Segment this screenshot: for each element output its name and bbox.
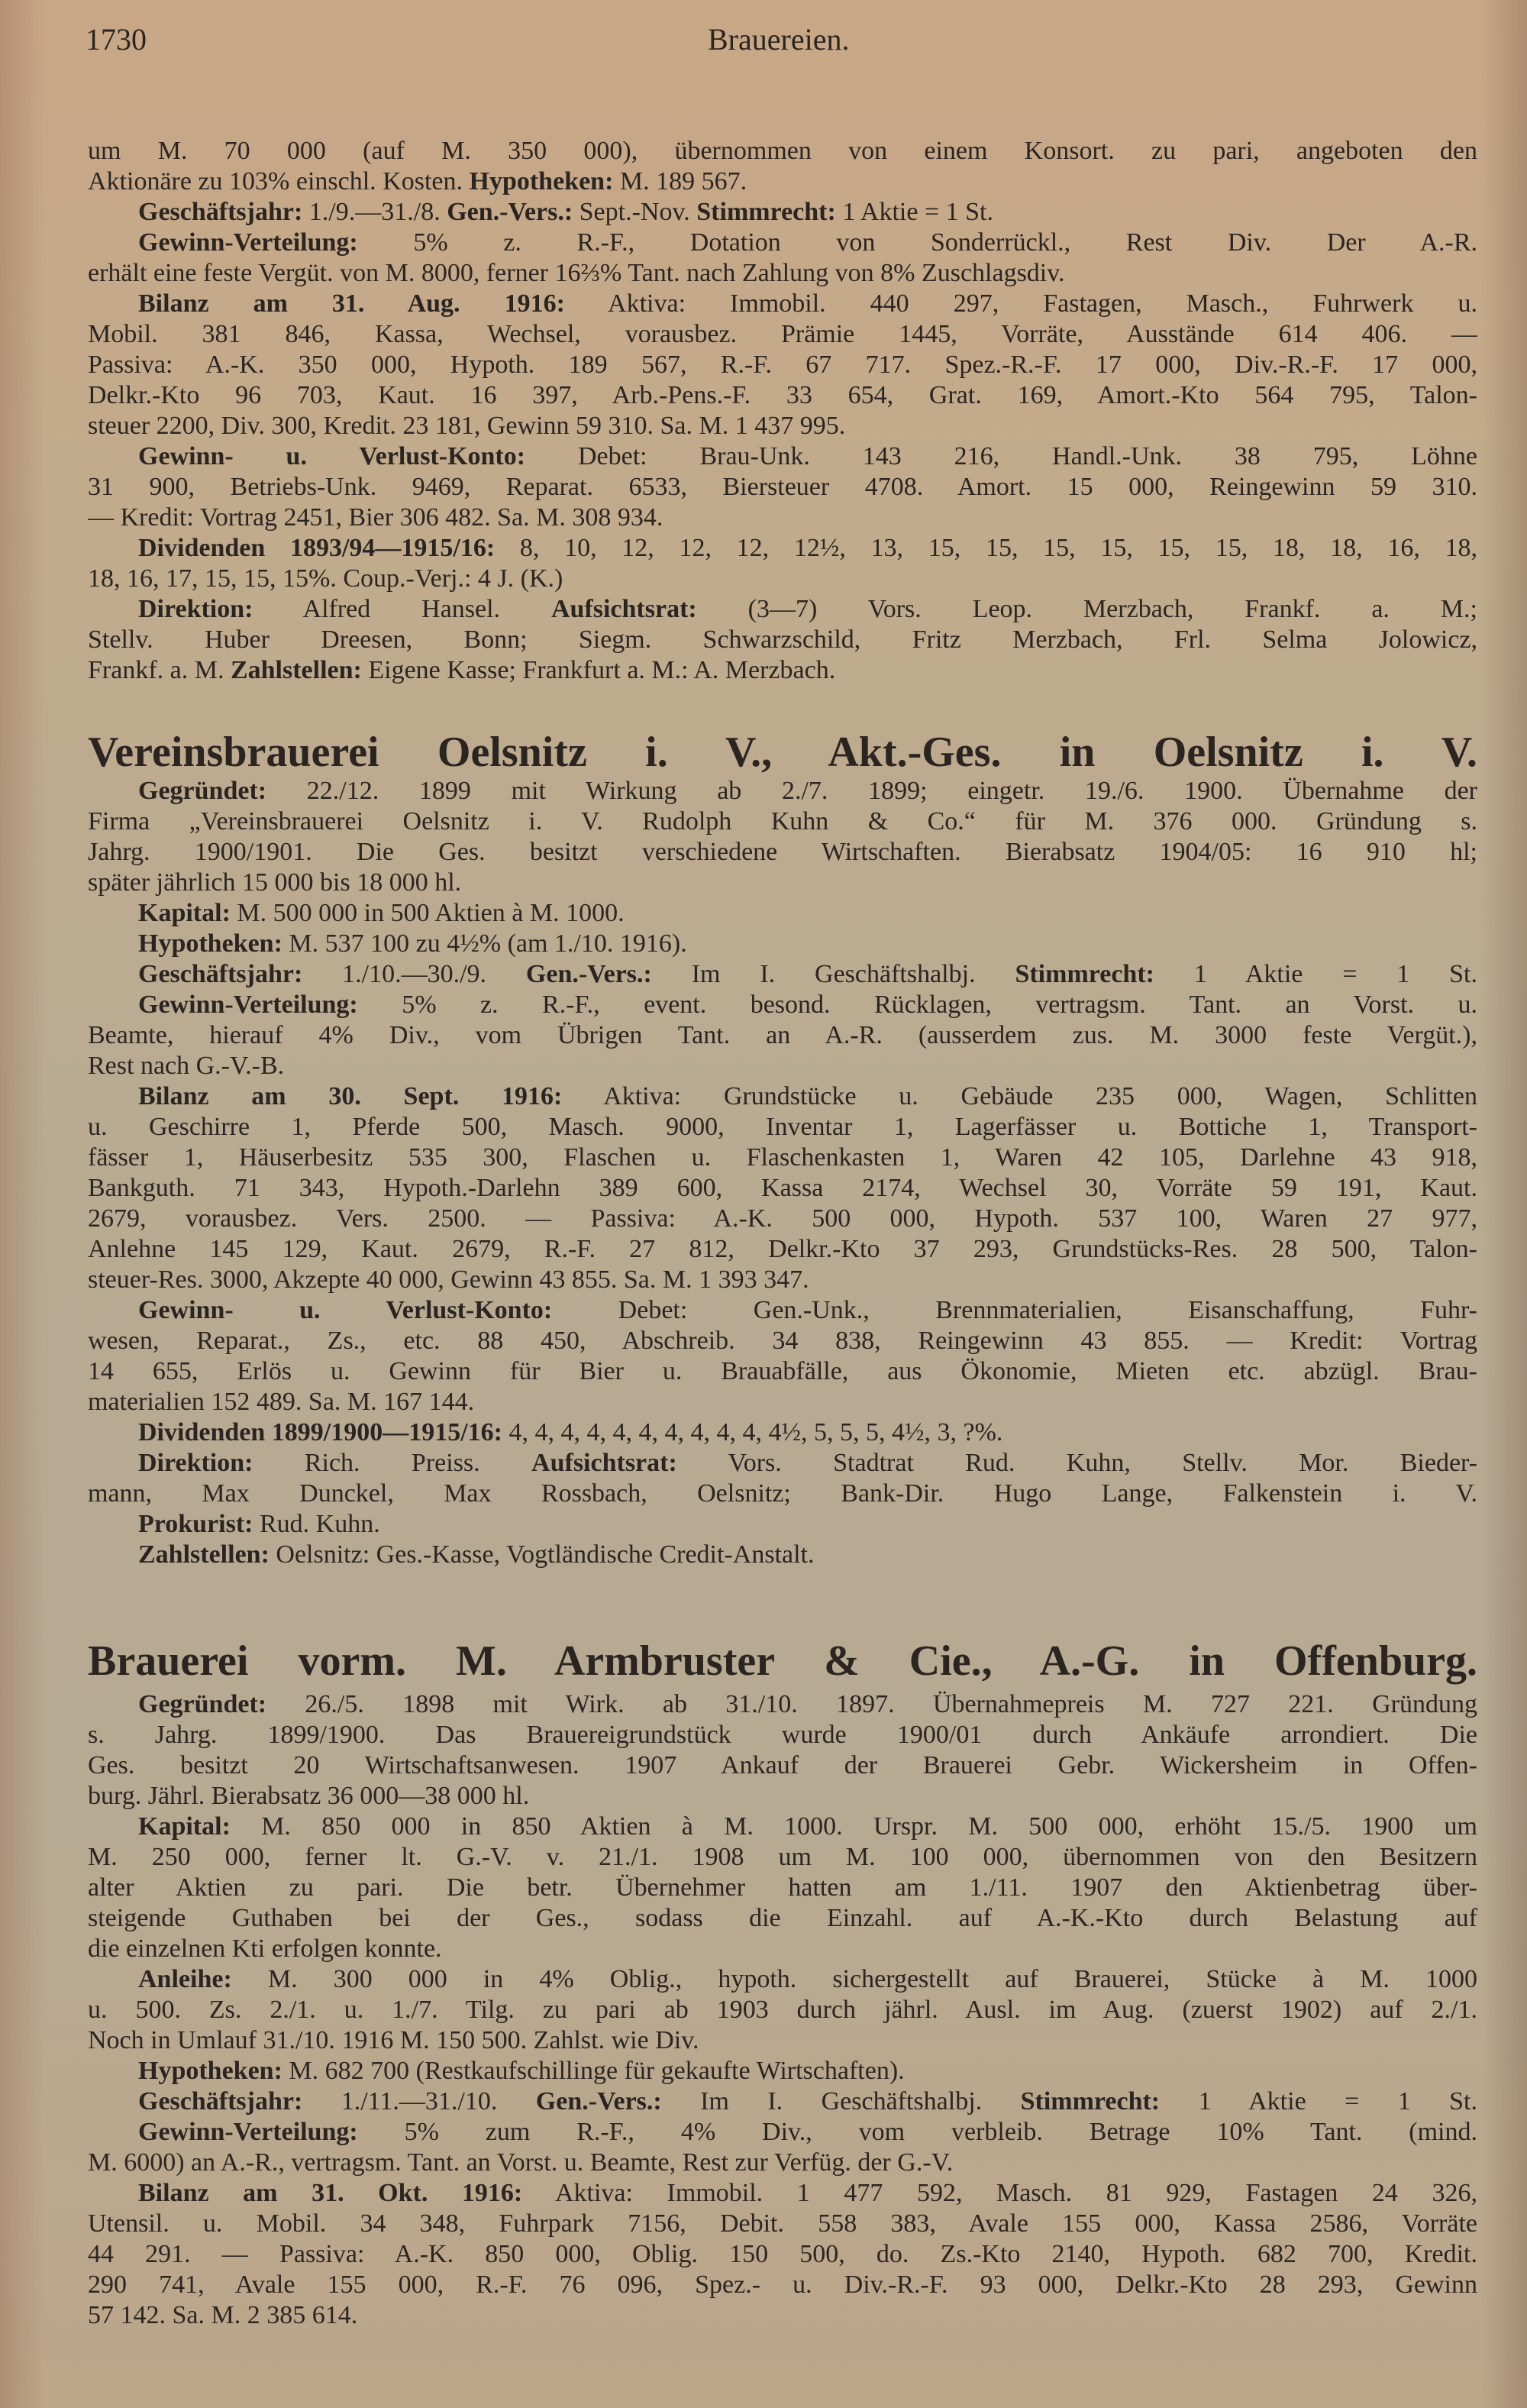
field-label: Geschäftsjahr: bbox=[138, 960, 303, 988]
page-number: 1730 bbox=[86, 22, 147, 57]
text-line bbox=[88, 350, 1477, 380]
field-text: 18, 16, 17, 15, 15, 15%. Coup.-Verj.: 4 J. (K.) bbox=[88, 564, 563, 593]
field-text: Rest nach G.-V.-B. bbox=[88, 1052, 285, 1080]
text-line bbox=[88, 2086, 1477, 2117]
field-text: 8, 10, 12, 12, 12, 12½, 13, 15, 15, 15, 15, 15, 15, 18, 18, 16, 18, bbox=[495, 534, 1477, 562]
field-label: Gegründet: bbox=[138, 1690, 267, 1718]
field-label: Gen.-Vers.: bbox=[535, 2087, 662, 2115]
field-text: um M. 70 000 (auf M. 350 000), übernommen von einem Konsort. zu pari, angeboten den bbox=[88, 137, 1477, 165]
text-line bbox=[88, 2209, 1477, 2239]
field-text: (3—7) Vors. Leop. Merzbach, Frankf. a. M.; bbox=[696, 595, 1477, 623]
field-label: Gen.-Vers.: bbox=[447, 198, 573, 226]
field-text: Delkr.-Kto 96 703, Kaut. 16 397, Arb.-Pens.-F. 33 654, Grat. 169, Amort.-Kto 564 795, Talon- bbox=[88, 381, 1477, 409]
field-text: burg. Jährl. Bierabsatz 36 000—38 000 hl. bbox=[88, 1782, 530, 1810]
text-line bbox=[88, 2117, 1477, 2148]
text-line bbox=[88, 1781, 1477, 1812]
field-text: Aktiva: Immobil. 440 297, Fastagen, Masch., Fuhrwerk u. bbox=[564, 289, 1477, 318]
text-line bbox=[88, 136, 1477, 166]
field-text: 1./10.—30./9. bbox=[302, 960, 526, 988]
company-heading-vereinsbrauerei-oelsnitz: Vereinsbrauerei Oelsnitz i. V., Akt.-Ges. in Oelsnitz i. V. bbox=[88, 729, 1477, 776]
field-text: 14 655, Erlös u. Gewinn für Bier u. Brauabfälle, aus Ökonomie, Mieten etc. abzügl. Brau- bbox=[88, 1357, 1477, 1385]
text-line bbox=[88, 503, 1477, 533]
field-label: Bilanz am 31. Okt. 1916: bbox=[138, 2179, 523, 2207]
field-label: Prokurist: bbox=[138, 1510, 253, 1538]
field-text: Im I. Geschäftshalbj. bbox=[661, 2087, 1021, 2115]
text-line bbox=[88, 1812, 1477, 1842]
text-line bbox=[88, 2178, 1477, 2209]
field-text: 1 Aktie = 1 St. bbox=[1154, 960, 1477, 988]
text-line bbox=[88, 472, 1477, 503]
field-text: Aktiva: Grundstücke u. Gebäude 235 000, Wagen, Schlitten bbox=[562, 1082, 1477, 1110]
field-label: Aufsichtsrat: bbox=[550, 595, 697, 623]
text-line bbox=[88, 380, 1477, 411]
text-line bbox=[88, 1356, 1477, 1387]
field-text: M. 682 700 (Restkaufschillinge für gekaufte Wirtschaften). bbox=[282, 2057, 905, 2085]
field-label: Gewinn- u. Verlust-Konto: bbox=[138, 1296, 553, 1324]
text-line bbox=[88, 2239, 1477, 2270]
text-line bbox=[88, 2025, 1477, 2056]
field-text: s. Jahrg. 1899/1900. Das Brauereigrundstück wurde 1900/01 durch Ankäufe arrondiert. Die bbox=[88, 1721, 1477, 1749]
text-line bbox=[88, 1750, 1477, 1781]
text-line bbox=[88, 898, 1477, 929]
text-line bbox=[88, 1540, 1477, 1570]
field-text: die einzelnen Kti erfolgen konnte. bbox=[88, 1934, 442, 1963]
running-title: Brauereien. bbox=[708, 22, 850, 57]
field-text: fässer 1, Häuserbesitz 535 300, Flaschen u. Flaschenkasten 1, Waren 42 105, Darlehne 43 918, bbox=[88, 1143, 1477, 1172]
text-line bbox=[88, 1873, 1477, 1903]
text-line bbox=[88, 929, 1477, 959]
field-text: 5% z. R.-F., event. besond. Rücklagen, vertragsm. Tant. an Vorst. u. bbox=[357, 991, 1477, 1019]
field-text: Aktiva: Immobil. 1 477 592, Masch. 81 929, Fastagen 24 326, bbox=[522, 2179, 1477, 2207]
field-text: steuer 2200, Div. 300, Kredit. 23 181, Gewinn 59 310. Sa. M. 1 437 995. bbox=[88, 412, 846, 440]
text-line bbox=[88, 2300, 1477, 2331]
text-line bbox=[88, 1903, 1477, 1934]
field-text: wesen, Reparat., Zs., etc. 88 450, Abschreib. 34 838, Reingewinn 43 855. — Kredit: Vortrag bbox=[88, 1327, 1477, 1355]
text-line bbox=[88, 1265, 1477, 1295]
field-text: später jährlich 15 000 bis 18 000 hl. bbox=[88, 868, 462, 897]
field-label: Bilanz am 30. Sept. 1916: bbox=[138, 1082, 563, 1110]
text-line bbox=[88, 1689, 1477, 1720]
field-label: Anleihe: bbox=[138, 1965, 232, 1993]
field-label: Zahlstellen: bbox=[138, 1540, 270, 1569]
field-label: Gewinn-Verteilung: bbox=[138, 991, 358, 1019]
field-label: Kapital: bbox=[138, 899, 231, 927]
field-text: Rud. Kuhn. bbox=[253, 1510, 380, 1538]
text-line bbox=[88, 441, 1477, 472]
field-label: Bilanz am 31. Aug. 1916: bbox=[138, 289, 565, 318]
field-text: M. 537 100 zu 4½% (am 1./10. 1916). bbox=[282, 929, 687, 958]
field-text: Rich. Preiss. bbox=[253, 1449, 532, 1477]
field-text: Alfred Hansel. bbox=[253, 595, 551, 623]
field-label: Hypotheken: bbox=[469, 167, 614, 196]
text-line bbox=[88, 1417, 1477, 1448]
text-line bbox=[88, 1295, 1477, 1326]
field-label: Gewinn-Verteilung: bbox=[138, 228, 358, 257]
field-label: Direktion: bbox=[138, 1449, 253, 1477]
text-line bbox=[88, 1204, 1477, 1234]
field-label: Kapital: bbox=[138, 1812, 231, 1841]
section-vereinsbrauerei-oelsnitz bbox=[88, 776, 1477, 1570]
text-line bbox=[88, 1479, 1477, 1509]
text-line bbox=[88, 868, 1477, 898]
field-text: 290 741, Avale 155 000, R.-F. 76 096, Spez.- u. Div.-R.-F. 93 000, Delkr.-Kto 28 293, Gewinn bbox=[88, 2271, 1477, 2299]
field-text: 31 900, Betriebs-Unk. 9469, Reparat. 6533, Biersteuer 4708. Amort. 15 000, Reingewinn 59 310. bbox=[88, 473, 1477, 501]
text-line bbox=[88, 2270, 1477, 2300]
text-line bbox=[88, 837, 1477, 868]
text-line bbox=[88, 2148, 1477, 2178]
field-text: Beamte, hierauf 4% Div., vom Übrigen Tant. an A.-R. (ausserdem zus. M. 3000 feste Vergüt.), bbox=[88, 1021, 1477, 1049]
field-label: Gen.-Vers.: bbox=[525, 960, 652, 988]
text-line bbox=[88, 1326, 1477, 1356]
section-continuation bbox=[88, 136, 1477, 686]
field-text: Im I. Geschäftshalbj. bbox=[651, 960, 1015, 988]
text-line bbox=[88, 1720, 1477, 1750]
company-heading-brauerei-armbruster: Brauerei vorm. M. Armbruster & Cie., A.-G. in Offenburg. bbox=[88, 1637, 1477, 1685]
text-line bbox=[88, 289, 1477, 319]
text-line bbox=[88, 594, 1477, 625]
field-label: Stimmrecht: bbox=[1015, 960, 1154, 988]
field-text: Stellv. Huber Dreesen, Bonn; Siegm. Schwarzschild, Fritz Merzbach, Frl. Selma Jolowicz, bbox=[88, 625, 1477, 654]
field-text: u. 500. Zs. 2./1. u. 1./7. Tilg. zu pari ab 1903 durch jährl. Ausl. im Aug. (zuerst 1902) auf 2./1. bbox=[88, 1996, 1477, 2024]
field-label: Stimmrecht: bbox=[696, 198, 836, 226]
text-line bbox=[88, 258, 1477, 289]
field-text: 4, 4, 4, 4, 4, 4, 4, 4, 4, 4, 4½, 5, 5, 5, 4½, 3, ?%. bbox=[502, 1418, 1003, 1446]
field-text: steigende Guthaben bei der Ges., sodass die Einzahl. auf A.-K.-Kto durch Belastung auf bbox=[88, 1904, 1477, 1932]
field-label: Direktion: bbox=[138, 595, 253, 623]
text-line bbox=[88, 197, 1477, 228]
text-line bbox=[88, 1143, 1477, 1173]
text-line bbox=[88, 411, 1477, 441]
field-text: erhält eine feste Vergüt. von M. 8000, ferner 16⅔% Tant. nach Zahlung von 8% Zuschlagsdiv. bbox=[88, 259, 1065, 287]
text-line bbox=[88, 166, 1477, 197]
text-line bbox=[88, 776, 1477, 806]
field-text: M. 189 567. bbox=[613, 167, 747, 196]
field-label: Dividenden 1899/1900—1915/16: bbox=[138, 1418, 502, 1446]
field-label: Dividenden 1893/94—1915/16: bbox=[138, 534, 496, 562]
text-line bbox=[88, 806, 1477, 837]
field-text: Noch in Umlauf 31./10. 1916 M. 150 500. Zahlst. wie Div. bbox=[88, 2026, 699, 2054]
field-text: materialien 152 489. Sa. M. 167 144. bbox=[88, 1388, 475, 1416]
field-text: Aktionäre zu 103% einschl. Kosten. bbox=[88, 167, 470, 196]
text-line bbox=[88, 655, 1477, 686]
field-label: Stimmrecht: bbox=[1020, 2087, 1161, 2115]
text-line bbox=[88, 1964, 1477, 1995]
text-line bbox=[88, 2056, 1477, 2086]
field-text: mann, Max Dunckel, Max Rossbach, Oelsnitz; Bank-Dir. Hugo Lange, Falkenstein i. V. bbox=[88, 1479, 1477, 1508]
text-line bbox=[88, 1234, 1477, 1265]
text-line bbox=[88, 1842, 1477, 1873]
field-text: 1./9.—31./8. bbox=[302, 198, 447, 226]
text-line bbox=[88, 625, 1477, 655]
field-text: M. 850 000 in 850 Aktien à M. 1000. Urspr. M. 500 000, erhöht 15./5. 1900 um bbox=[230, 1812, 1477, 1841]
field-text: 1 Aktie = 1 St. bbox=[1160, 2087, 1477, 2115]
field-text: Bankguth. 71 343, Hypoth.-Darlehn 389 600, Kassa 2174, Wechsel 30, Vorräte 59 191, Kaut. bbox=[88, 1174, 1477, 1202]
field-text: u. Geschirre 1, Pferde 500, Masch. 9000, Inventar 1, Lagerfässer u. Bottiche 1, Transport- bbox=[88, 1113, 1477, 1141]
field-text: Sept.-Nov. bbox=[573, 198, 697, 226]
field-label: Geschäftsjahr: bbox=[138, 198, 303, 226]
field-text: — Kredit: Vortrag 2451, Bier 306 482. Sa. M. 308 934. bbox=[88, 503, 663, 532]
field-label: Zahlstellen: bbox=[230, 656, 362, 684]
field-text: 22./12. 1899 mit Wirkung ab 2./7. 1899; eingetr. 19./6. 1900. Übernahme der bbox=[266, 777, 1477, 805]
text-line bbox=[88, 1081, 1477, 1112]
text-line bbox=[88, 1934, 1477, 1964]
field-text: 57 142. Sa. M. 2 385 614. bbox=[88, 2301, 358, 2329]
text-line bbox=[88, 1051, 1477, 1081]
field-text: Mobil. 381 846, Kassa, Wechsel, vorausbez. Prämie 1445, Vorräte, Ausstände 614 406. — bbox=[88, 320, 1477, 348]
field-text: Firma „Vereinsbrauerei Oelsnitz i. V. Rudolph Kuhn & Co.“ für M. 376 000. Gründung s. bbox=[88, 807, 1477, 836]
field-text: 1 Aktie = 1 St. bbox=[835, 198, 994, 226]
field-text: 26./5. 1898 mit Wirk. ab 31./10. 1897. Übernahmepreis M. 727 221. Gründung bbox=[266, 1690, 1477, 1718]
text-line bbox=[88, 1448, 1477, 1479]
field-text: Passiva: A.-K. 350 000, Hypoth. 189 567, R.-F. 67 717. Spez.-R.-F. 17 000, Div.-R.-F. 17 000, bbox=[88, 351, 1477, 379]
field-label: Gegründet: bbox=[138, 777, 267, 805]
field-label: Hypotheken: bbox=[138, 2057, 282, 2085]
text-line bbox=[88, 959, 1477, 990]
field-text: 44 291. — Passiva: A.-K. 850 000, Oblig. 150 500, do. Zs.-Kto 2140, Hypoth. 682 700, Kredit. bbox=[88, 2240, 1477, 2268]
field-text: M. 300 000 in 4% Oblig., hypoth. sichergestellt auf Brauerei, Stücke à M. 1000 bbox=[231, 1965, 1477, 1993]
text-line bbox=[88, 1112, 1477, 1143]
field-text: 2679, vorausbez. Vers. 2500. — Passiva: A.-K. 500 000, Hypoth. 537 100, Waren 27 977, bbox=[88, 1204, 1477, 1233]
field-text: 5% zum R.-F., 4% Div., vom verbleib. Betrage 10% Tant. (mind. bbox=[357, 2118, 1477, 2146]
section-brauerei-armbruster bbox=[88, 1689, 1477, 2331]
text-line bbox=[88, 1020, 1477, 1051]
field-text: 1./11.—31./10. bbox=[302, 2087, 536, 2115]
text-line bbox=[88, 228, 1477, 258]
page-header bbox=[86, 21, 1475, 67]
field-text: Oelsnitz: Ges.-Kasse, Vogtländische Credit-Anstalt. bbox=[269, 1540, 815, 1569]
text-line bbox=[88, 1509, 1477, 1540]
field-label: Geschäftsjahr: bbox=[138, 2087, 303, 2115]
text-line bbox=[88, 319, 1477, 350]
field-text: Jahrg. 1900/1901. Die Ges. besitzt verschiedene Wirtschaften. Bierabsatz 1904/05: 16 910 hl; bbox=[88, 838, 1477, 866]
field-text: Frankf. a. M. bbox=[88, 656, 231, 684]
field-text: M. 250 000, ferner lt. G.-V. v. 21./1. 1908 um M. 100 000, übernommen von den Besitzern bbox=[88, 1843, 1477, 1871]
text-line bbox=[88, 1173, 1477, 1204]
field-label: Gewinn- u. Verlust-Konto: bbox=[138, 442, 526, 470]
text-line bbox=[88, 564, 1477, 594]
field-text: Eigene Kasse; Frankfurt a. M.: A. Merzbach. bbox=[361, 656, 836, 684]
field-text: Debet: Gen.-Unk., Brennmaterialien, Eisanschaffung, Fuhr- bbox=[552, 1296, 1477, 1324]
field-text: Anlehne 145 129, Kaut. 2679, R.-F. 27 812, Delkr.-Kto 37 293, Grundstücks-Res. 28 500, Talon- bbox=[88, 1235, 1477, 1263]
field-text: steuer-Res. 3000, Akzepte 40 000, Gewinn 43 855. Sa. M. 1 393 347. bbox=[88, 1265, 809, 1294]
field-label: Aufsichtsrat: bbox=[531, 1449, 677, 1477]
field-text: M. 6000) an A.-R., vertragsm. Tant. an Vorst. u. Beamte, Rest zur Verfüg. der G.-V. bbox=[88, 2148, 954, 2177]
text-line bbox=[88, 1387, 1477, 1417]
field-text: Debet: Brau-Unk. 143 216, Handl.-Unk. 38 795, Löhne bbox=[525, 442, 1477, 470]
field-label: Hypotheken: bbox=[138, 929, 282, 958]
text-line bbox=[88, 990, 1477, 1020]
field-text: Utensil. u. Mobil. 34 348, Fuhrpark 7156, Debit. 558 383, Avale 155 000, Kassa 2586, Vorräte bbox=[88, 2209, 1477, 2238]
field-text: Ges. besitzt 20 Wirtschaftsanwesen. 1907 Ankauf der Brauerei Gebr. Wickersheim in Offen- bbox=[88, 1751, 1477, 1779]
field-label: Gewinn-Verteilung: bbox=[138, 2118, 358, 2146]
text-line bbox=[88, 1995, 1477, 2025]
field-text: Vors. Stadtrat Rud. Kuhn, Stellv. Mor. Bieder- bbox=[676, 1449, 1477, 1477]
text-line bbox=[88, 533, 1477, 564]
field-text: 5% z. R.-F., Dotation von Sonderrückl., Rest Div. Der A.-R. bbox=[357, 228, 1477, 257]
field-text: alter Aktien zu pari. Die betr. Übernehmer hatten am 1./11. 1907 den Aktienbetrag über- bbox=[88, 1873, 1477, 1902]
field-text: M. 500 000 in 500 Aktien à M. 1000. bbox=[230, 899, 625, 927]
